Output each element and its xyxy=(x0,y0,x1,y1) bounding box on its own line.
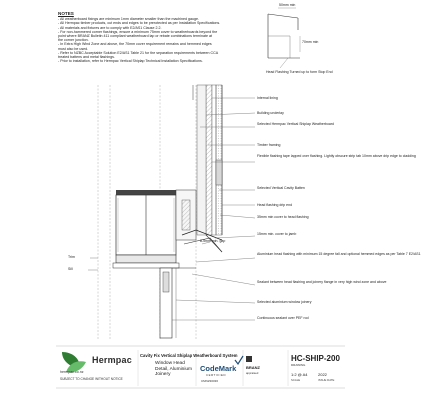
detail-description-line-1: Window Head xyxy=(155,361,185,366)
note-line-6: the corner junction. xyxy=(58,38,89,43)
note-line-1: - All weatherboard fixings are minimum 1mm diameter smaller than the machined gauge. xyxy=(58,17,200,22)
note-line-10: treated battens and metal flashings. xyxy=(58,55,115,60)
label-cavity-batten: Selected Vertical Cavity Batten xyxy=(257,186,305,190)
scale-label: SCALE xyxy=(291,378,301,382)
label-flexible-flashing: Flexible flashing tape lapped over flashing. Lightly obscure strip tab 10mm above drip edge to cladding xyxy=(257,154,416,158)
label-building-underlay: Building underlay xyxy=(257,111,284,115)
notes-title: NOTES xyxy=(58,11,74,16)
detail-description xyxy=(155,361,192,378)
branz-text: BRANZ xyxy=(246,365,260,370)
codemark-text: CodeMark xyxy=(200,364,237,373)
note-line-3: - All materials and fixtures are to comply with E2/AS1 Clause 2.2. xyxy=(58,25,162,30)
scale-value: 1:2 @ A4 xyxy=(291,372,308,377)
branz-sub: appraised xyxy=(246,371,259,375)
window-lower xyxy=(160,268,196,338)
detail-description-line-2: Detail, Aluminium xyxy=(155,366,193,372)
note-line-4: - For non-hammered corner flashings, ensure a minimum 75mm cover to weatherboards beyond the xyxy=(58,29,218,34)
codemark-certified: CERTIFIED xyxy=(206,373,227,377)
label-sealant-flange: Sealant between head flashing and joinery flange in very high wind zone and above xyxy=(257,280,387,284)
brand-name: Hermpac xyxy=(92,355,132,365)
label-continuous-sealant: Continuous sealant over PEF rod xyxy=(257,316,309,320)
label-weatherboard: Selected Hermpac Vertical Shiplap Weatherboard xyxy=(257,122,334,126)
inset-caption: Head Flashing Turned up to form Stop End xyxy=(266,70,333,74)
label-sill-left: Sill xyxy=(68,267,73,271)
label-min-cover-jamb: 15mm min. cover to jamb xyxy=(257,232,297,236)
certificate-number: CMNZ30036 xyxy=(201,379,219,383)
issue-date-label: ISSUE DATE xyxy=(318,378,335,382)
wall-assembly xyxy=(193,85,222,252)
brand-website: hermpac.co.nz xyxy=(60,370,84,374)
note-line-8: must also be used. xyxy=(58,46,89,51)
label-internal-lining: Internal lining xyxy=(257,96,278,100)
brand-disclaimer: SUBJECT TO CHANGE WITHOUT NOTICE xyxy=(60,377,123,381)
drawing-code: HC-SHIP-200 xyxy=(291,354,340,363)
label-cover-head-flashing: 35mm min cover to head flashing xyxy=(257,215,309,219)
detail-description-line-3: Joinery xyxy=(155,372,171,378)
year-value: 2022 xyxy=(318,372,327,377)
note-line-2: - All Hermpac timber products, cut ends and edges to be prerotected as per Installation Specifications. xyxy=(58,21,221,26)
note-line-11: - Prior to installation, refer to Hermpac Vertical Shiplap Technical Installation Specifications. xyxy=(58,59,203,64)
branz-logo-icon xyxy=(246,356,252,362)
drawing-label: DRAWING xyxy=(291,363,306,367)
inset-dim-top: 50mm min xyxy=(279,3,296,7)
inset-detail xyxy=(268,8,300,68)
note-line-9: - Refer to NZBC Acceptable Solution E2/AS1 Table 21 for the separation requirements between CCA xyxy=(58,50,219,55)
label-head-flashing: Head flashing drip end xyxy=(257,203,293,207)
system-name: Cavity Fix Vertical Shiplap Weatherboard System xyxy=(140,353,238,358)
label-dim-min-gap: 8-5mm min. gap xyxy=(200,239,226,243)
inset-dim-side: 70mm min xyxy=(302,40,319,44)
label-angle-flashing: Aluminium head flashing with minimum 15 degree fall and optional hemmed edges as per Table 7 E2/AS1 xyxy=(257,252,421,256)
label-aluminium-joinery: Selected aluminium window joinery xyxy=(257,300,312,304)
note-line-7: - In Extra High Wind Zone and above, the 70mm cover requirement remains and hemmed edges xyxy=(58,42,212,47)
label-timber-framing: Timber framing xyxy=(257,143,281,147)
note-line-5: point where BRANZ Bulletin 411 compliant weatherboard lap or rebate combinations terminate at xyxy=(58,34,212,39)
label-trim-left: Trim xyxy=(68,255,75,259)
